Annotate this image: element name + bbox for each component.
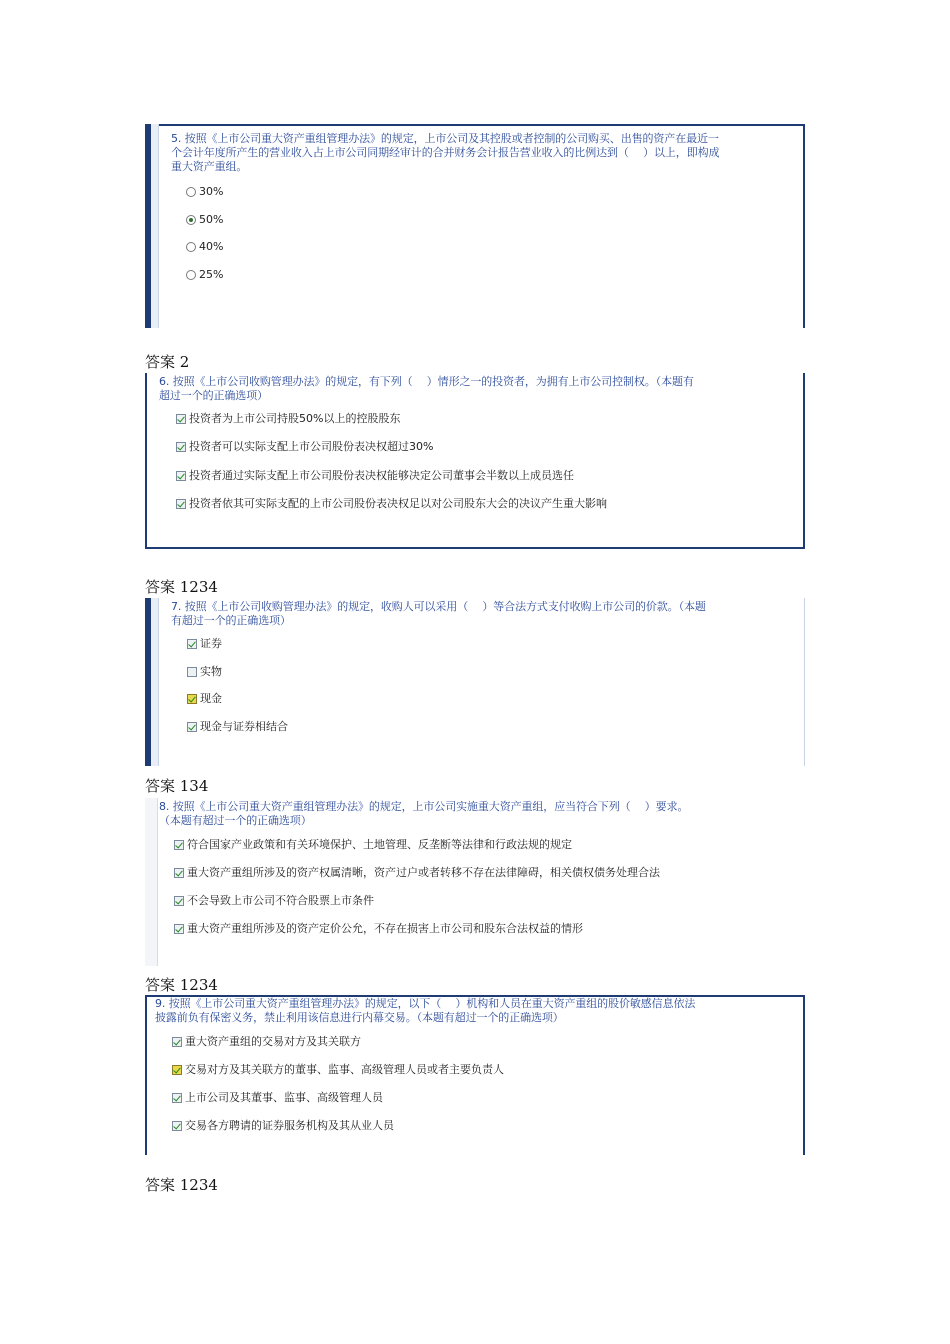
checkbox-checked-icon[interactable]: [172, 1093, 182, 1103]
option-4[interactable]: 投资者依其可实际支配的上市公司股份表决权足以对公司股东大会的决议产生重大影响: [176, 497, 607, 511]
checkbox-checked-icon[interactable]: [174, 868, 184, 878]
checkbox-checked-icon[interactable]: [174, 924, 184, 934]
radio-selected-icon[interactable]: [186, 215, 196, 225]
checkbox-checked-icon[interactable]: [172, 1037, 182, 1047]
option-2[interactable]: 重大资产重组所涉及的资产权属清晰，资产过户或者转移不存在法律障碍，相关债权债务处理合法: [174, 866, 660, 880]
answer-label: 答案 2: [145, 353, 190, 371]
radio-icon[interactable]: [186, 187, 196, 197]
checkbox-checked-icon[interactable]: [176, 499, 186, 509]
option-1[interactable]: 投资者为上市公司持股50%以上的控股股东: [176, 412, 400, 426]
option-3[interactable]: 现金: [187, 692, 222, 706]
question-panel-5: [145, 124, 805, 328]
checkbox-checked-icon[interactable]: [172, 1065, 182, 1075]
option-3[interactable]: 投资者通过实际支配上市公司股份表决权能够决定公司董事会半数以上成员选任: [176, 469, 574, 483]
checkbox-checked-icon[interactable]: [174, 896, 184, 906]
option-3[interactable]: 40%: [186, 240, 223, 254]
checkbox-unchecked-icon[interactable]: [187, 667, 197, 677]
answer-label: 答案 134: [145, 777, 209, 795]
option-2[interactable]: 投资者可以实际支配上市公司股份表决权超过30%: [176, 440, 433, 454]
question-text: 8. 按照《上市公司重大资产重组管理办法》的规定，上市公司实施重大资产重组，应当符合下列（ ）要求。 （本题有超过一个的正确选项）: [159, 800, 689, 827]
checkbox-checked-icon[interactable]: [172, 1121, 182, 1131]
question-text: 9. 按照《上市公司重大资产重组管理办法》的规定，以下（ ）机构和人员在重大资产重组的股价敏感信息依法 披露前负有保密义务，禁止利用该信息进行内幕交易。（本题有超过一个的正确选项）: [155, 997, 696, 1024]
option-2[interactable]: 实物: [187, 665, 222, 679]
checkbox-checked-icon[interactable]: [174, 840, 184, 850]
answer-label: 答案 1234: [145, 1176, 218, 1194]
option-1[interactable]: 30%: [186, 185, 223, 199]
option-1[interactable]: 证券: [187, 637, 222, 651]
option-1[interactable]: 重大资产重组的交易对方及其关联方: [172, 1035, 361, 1049]
checkbox-checked-icon[interactable]: [187, 639, 197, 649]
question-text: 7. 按照《上市公司收购管理办法》的规定，收购人可以采用（ ）等合法方式支付收购上市公司的价款。（本题 有超过一个的正确选项）: [171, 600, 706, 627]
option-4[interactable]: 25%: [186, 268, 223, 282]
question-panel-6: [145, 373, 805, 549]
checkbox-checked-icon[interactable]: [176, 414, 186, 424]
option-1[interactable]: 符合国家产业政策和有关环境保护、土地管理、反垄断等法律和行政法规的规定: [174, 838, 572, 852]
option-3[interactable]: 上市公司及其董事、监事、高级管理人员: [172, 1091, 383, 1105]
checkbox-checked-icon[interactable]: [176, 442, 186, 452]
question-panel-9: [145, 995, 805, 1155]
answer-label: 答案 1234: [145, 976, 218, 994]
question-panel-8: [145, 798, 805, 966]
checkbox-checked-icon[interactable]: [176, 471, 186, 481]
option-4[interactable]: 现金与证券相结合: [187, 720, 288, 734]
option-4[interactable]: 交易各方聘请的证券服务机构及其从业人员: [172, 1119, 394, 1133]
question-panel-7: [145, 598, 805, 766]
radio-icon[interactable]: [186, 242, 196, 252]
question-text: 6. 按照《上市公司收购管理办法》的规定，有下列（ ）情形之一的投资者，为拥有上市公司控制权。（本题有 超过一个的正确选项）: [159, 375, 694, 402]
question-text: 5. 按照《上市公司重大资产重组管理办法》的规定，上市公司及其控股或者控制的公司购买、出售的资产在最近一 个会计年度所产生的营业收入占上市公司同期经审计的合并财务会计报告营业收入的比例达到（ ）以上，即构成 重大资产重组。: [171, 132, 720, 173]
option-4[interactable]: 重大资产重组所涉及的资产定价公允，不存在损害上市公司和股东合法权益的情形: [174, 922, 583, 936]
checkbox-checked-icon[interactable]: [187, 694, 197, 704]
radio-icon[interactable]: [186, 270, 196, 280]
option-2[interactable]: 交易对方及其关联方的董事、监事、高级管理人员或者主要负责人: [172, 1063, 504, 1077]
answer-label: 答案 1234: [145, 578, 218, 596]
checkbox-checked-icon[interactable]: [187, 722, 197, 732]
option-3[interactable]: 不会导致上市公司不符合股票上市条件: [174, 894, 374, 908]
option-2[interactable]: 50%: [186, 213, 223, 227]
